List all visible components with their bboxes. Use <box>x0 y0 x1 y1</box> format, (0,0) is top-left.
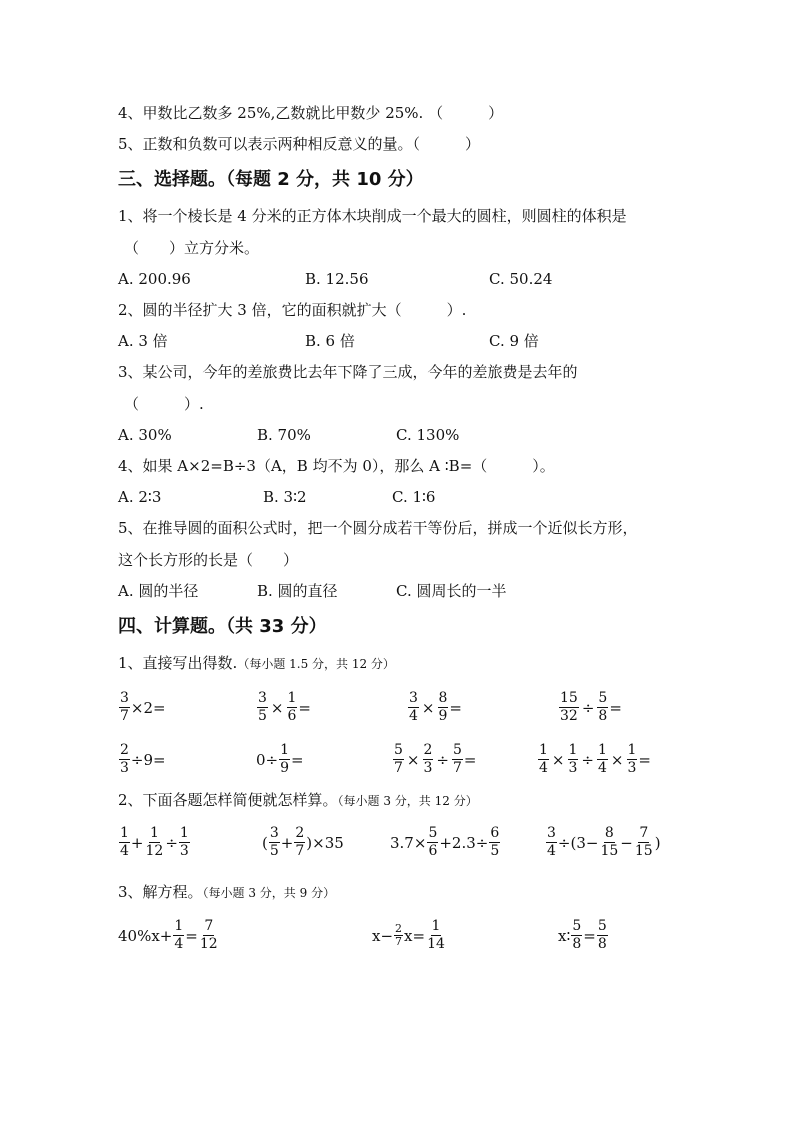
fraction: $\frac{3}{7}$ <box>120 690 129 724</box>
simplify-calc-4: $\frac{3}{4}$ ÷(3− $\frac{8}{15}$ − $\frac{7}{15}$ ) <box>547 825 661 859</box>
fraction: $\frac{1}{3}$ <box>627 742 637 776</box>
fraction: $\frac{5}{6}$ <box>428 825 438 859</box>
direct-calc-5: $\frac{2}{3}$ ÷9= <box>120 742 166 776</box>
calc-part1-label <box>118 654 395 673</box>
fraction: $\frac{1}{6}$ <box>287 690 297 724</box>
fraction: $\frac{3}{4}$ <box>547 825 556 859</box>
fraction: $\frac{5}{7}$ <box>453 742 462 776</box>
section-3-title: 三、选择题。（每题 2 分，共 10 分） <box>118 169 424 190</box>
calc-part3-label <box>118 883 335 902</box>
fraction: $\frac{8}{15}$ <box>600 825 619 859</box>
calc-part1-title: 1、直接写出得数. <box>118 654 238 672</box>
fraction: 3 5 <box>269 825 279 859</box>
choice-q2-option-b: B. 6 倍 <box>305 332 355 350</box>
choice-q3-option-c: C. 130% <box>396 426 460 444</box>
direct-calc-8: $\frac{1}{4}$ × $\frac{1}{3}$ ÷ $\frac{1}{4}$ × $\frac{1}{3}$ = <box>539 742 651 776</box>
choice-q1-line2: （ ）立方分米。 <box>124 239 260 257</box>
choice-q5-option-a: A. 圆的半径 <box>118 582 199 600</box>
choice-q3-option-b: B. 70% <box>257 426 311 444</box>
fraction: $\frac{3}{4}$ <box>409 690 418 724</box>
fraction: $\frac{5}{7}$ <box>394 742 403 776</box>
equation-3: x∶ $\frac{5}{8}$ = $\frac{5}{8}$ <box>558 918 607 952</box>
calc-part3-points: （每小题 3 分，共 9 分） <box>202 886 336 900</box>
equation-2: x− $\frac{2}{7}$ x= $\frac{1}{14}$ <box>372 918 445 952</box>
fraction: $\frac{8}{9}$ <box>438 690 448 724</box>
fraction: $\frac{2}{7}$ <box>395 922 403 948</box>
fraction: $\frac{6}{5}$ <box>490 825 500 859</box>
simplify-calc-2: ( 3 5 + $\frac{2}{7}$ ) ×35 <box>262 825 344 859</box>
direct-calc-2: $\frac{3}{5}$ × $\frac{1}{6}$ = <box>258 690 311 724</box>
choice-q5-option-b: B. 圆的直径 <box>257 582 338 600</box>
choice-q2: 2、圆的半径扩大 3 倍，它的面积就扩大（ ）. <box>118 301 467 319</box>
direct-calc-1: $\frac{3}{7}$ ×2= <box>120 690 166 724</box>
fraction: $\frac{15}{32}$ <box>560 690 578 724</box>
fraction: $\frac{2}{3}$ <box>120 742 129 776</box>
fraction: $\frac{7}{15}$ <box>634 825 653 859</box>
equation-1: 40%x+ $\frac{1}{4}$ = $\frac{7}{12}$ <box>118 918 218 952</box>
simplify-calc-3: 3.7× $\frac{5}{6}$ +2.3÷ $\frac{6}{5}$ <box>390 825 500 859</box>
calc-part2-label <box>118 791 478 810</box>
judge-q5: 5、正数和负数可以表示两种相反意义的量。（ ） <box>118 135 481 153</box>
fraction: $\frac{1}{4}$ <box>174 918 184 952</box>
choice-q5-line2: 这个长方形的长是（ ） <box>118 551 299 569</box>
choice-q1-option-c: C. 50.24 <box>489 270 553 288</box>
calc-part2-points: （每小题 3 分，共 12 分） <box>337 794 478 808</box>
fraction: $\frac{1}{4}$ <box>598 742 607 776</box>
fraction: $\frac{5}{8}$ <box>597 918 607 952</box>
direct-calc-6: 0÷ $\frac{1}{9}$ = <box>256 742 304 776</box>
choice-q1-line1: 1、将一个棱长是 4 分米的正方体木块削成一个最大的圆柱，则圆柱的体积是 <box>118 207 627 225</box>
calc-part3-title: 3、解方程。 <box>118 883 203 901</box>
choice-q1-option-b: B. 12.56 <box>305 270 369 288</box>
direct-calc-4: $\frac{15}{32}$ ÷ $\frac{5}{8}$ = <box>560 690 622 724</box>
direct-calc-3: $\frac{3}{4}$ × $\frac{8}{9}$ = <box>409 690 462 724</box>
fraction: $\frac{1}{3}$ <box>179 825 189 859</box>
judge-q4: 4、甲数比乙数多 25%,乙数就比甲数少 25%. （ ） <box>118 104 504 122</box>
fraction: $\frac{1}{9}$ <box>280 742 290 776</box>
choice-q4-option-b: B. 3∶2 <box>263 488 307 506</box>
fraction: $\frac{7}{12}$ <box>199 918 218 952</box>
simplify-calc-1: 1 4 + $\frac{1}{12}$ ÷ $\frac{1}{3}$ <box>120 825 189 859</box>
choice-q5-line1: 5、在推导圆的面积公式时，把一个圆分成若干等份后，拼成一个近似长方形， <box>118 519 638 537</box>
fraction: $\frac{1}{12}$ <box>145 825 164 859</box>
fraction: $\frac{1}{4}$ <box>539 742 548 776</box>
choice-q3-line2: （ ）. <box>124 395 204 413</box>
fraction: $\frac{2}{3}$ <box>423 742 433 776</box>
direct-calc-7: $\frac{5}{7}$ × $\frac{2}{3}$ ÷ $\frac{5}{7}$ = <box>394 742 477 776</box>
choice-q4: 4、如果 A×2=B÷3（A，B 均不为 0），那么 A ∶B=（ ）。 <box>118 457 555 475</box>
choice-q5-option-c: C. 圆周长的一半 <box>396 582 507 600</box>
section-4-title: 四、计算题。（共 33 分） <box>118 616 327 637</box>
choice-q1-option-a: A. 200.96 <box>118 270 191 288</box>
choice-q4-option-c: C. 1∶6 <box>392 488 436 506</box>
calc-part1-points: （每小题 1.5 分，共 12 分） <box>237 657 395 671</box>
choice-q2-option-a: A. 3 倍 <box>118 332 168 350</box>
fraction: $\frac{1}{3}$ <box>568 742 578 776</box>
calc-part2-title: 2、下面各题怎样简便就怎样算。 <box>118 791 338 809</box>
fraction: $\frac{1}{14}$ <box>427 918 445 952</box>
choice-q2-option-c: C. 9 倍 <box>489 332 539 350</box>
fraction: 1 4 <box>120 825 129 859</box>
choice-q3-line1: 3、某公司，今年的差旅费比去年下降了三成，今年的差旅费是去年的 <box>118 363 578 381</box>
fraction: $\frac{2}{7}$ <box>295 825 305 859</box>
choice-q4-option-a: A. 2∶3 <box>118 488 162 506</box>
fraction: $\frac{5}{8}$ <box>598 690 608 724</box>
fraction: $\frac{5}{8}$ <box>572 918 582 952</box>
choice-q3-option-a: A. 30% <box>118 426 172 444</box>
fraction: $\frac{3}{5}$ <box>258 690 267 724</box>
